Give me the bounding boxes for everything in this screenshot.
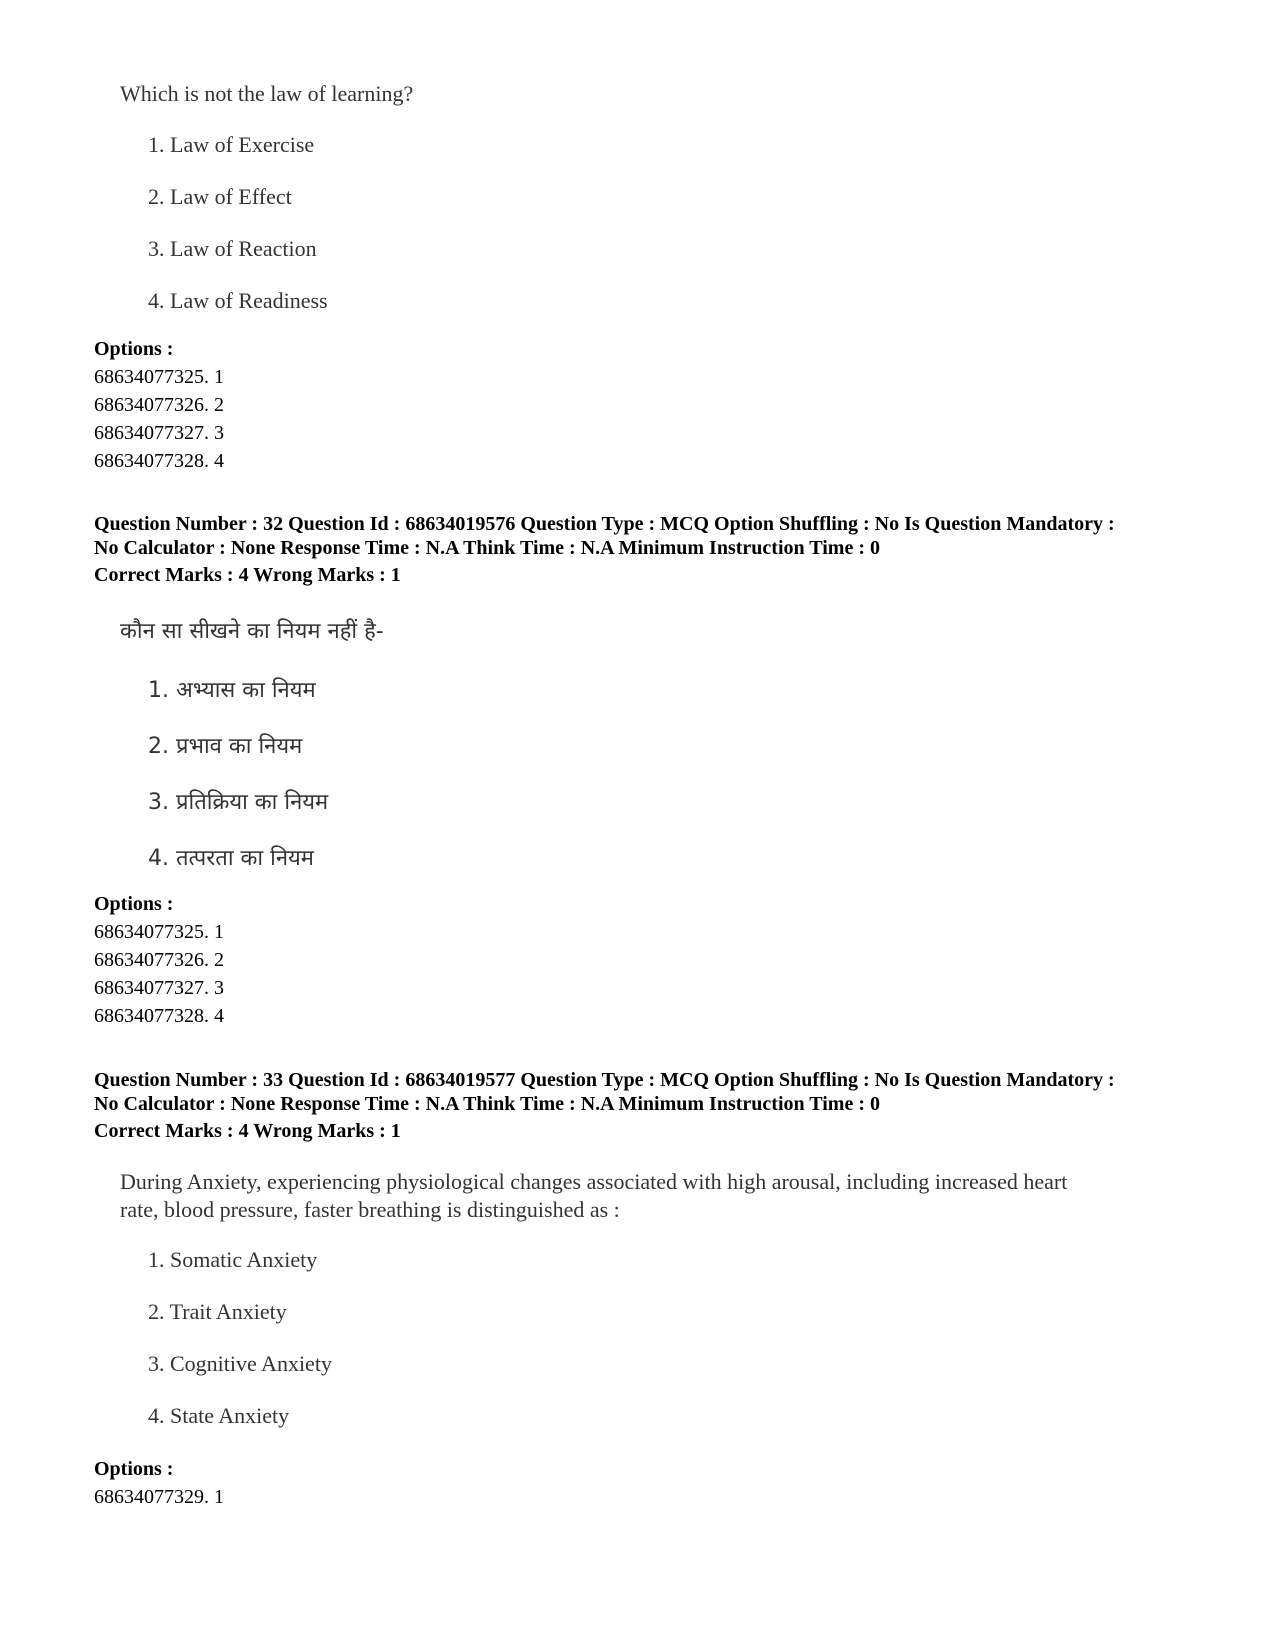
- answer-choice: 4. तत्परता का नियम: [148, 846, 314, 871]
- option-item: 68634077327. 3: [94, 422, 224, 444]
- answer-choice: 2. प्रभाव का नियम: [148, 734, 303, 759]
- option-item: 68634077327. 3: [94, 977, 224, 999]
- answer-choice: 1. Somatic Anxiety: [148, 1247, 318, 1272]
- answer-choice: 1. अभ्यास का नियम: [148, 678, 316, 703]
- question-text: [120, 1168, 1170, 1224]
- options-heading: Options :: [94, 1458, 174, 1480]
- option-item: 68634077326. 2: [94, 949, 224, 971]
- option-item: 68634077329. 1: [94, 1486, 224, 1508]
- answer-choice: 1. Law of Exercise: [148, 132, 315, 157]
- question-meta: [94, 1068, 1194, 1116]
- question-meta-line: Question Number : 32 Question Id : 68634019576 Question Type : MCQ Option Shuffling : No Is Question Mandatory :: [94, 513, 1115, 535]
- question-marks: Correct Marks : 4 Wrong Marks : 1: [94, 564, 401, 586]
- option-item: 68634077326. 2: [94, 394, 224, 416]
- options-heading: Options :: [94, 893, 174, 915]
- answer-choice: 2. Law of Effect: [148, 184, 292, 209]
- answer-choice: 3. प्रतिक्रिया का नियम: [148, 790, 329, 815]
- answer-choice: 4. Law of Readiness: [148, 288, 328, 313]
- question-text-line: rate, blood pressure, faster breathing is distinguished as :: [120, 1197, 620, 1222]
- option-item: 68634077325. 1: [94, 921, 224, 943]
- answer-choice: 2. Trait Anxiety: [148, 1299, 287, 1324]
- answer-choice: 3. Law of Reaction: [148, 236, 317, 261]
- answer-choice: 3. Cognitive Anxiety: [148, 1351, 332, 1376]
- question-meta-line: No Calculator : None Response Time : N.A Think Time : N.A Minimum Instruction Time : 0: [94, 1093, 880, 1115]
- options-heading: Options :: [94, 338, 174, 360]
- question-marks: Correct Marks : 4 Wrong Marks : 1: [94, 1120, 401, 1142]
- option-item: 68634077328. 4: [94, 450, 224, 472]
- question-text-line: During Anxiety, experiencing physiological changes associated with high arousal, including increased heart: [120, 1169, 1068, 1194]
- answer-choice: 4. State Anxiety: [148, 1403, 290, 1428]
- question-meta: [94, 512, 1194, 560]
- question-meta-line: Question Number : 33 Question Id : 68634019577 Question Type : MCQ Option Shuffling : No Is Question Mandatory :: [94, 1069, 1115, 1091]
- question-text: Which is not the law of learning?: [120, 81, 414, 106]
- option-item: 68634077325. 1: [94, 366, 224, 388]
- question-meta-line: No Calculator : None Response Time : N.A Think Time : N.A Minimum Instruction Time : 0: [94, 537, 880, 559]
- question-text: कौन सा सीखने का नियम नहीं है-: [120, 619, 384, 644]
- option-item: 68634077328. 4: [94, 1005, 224, 1027]
